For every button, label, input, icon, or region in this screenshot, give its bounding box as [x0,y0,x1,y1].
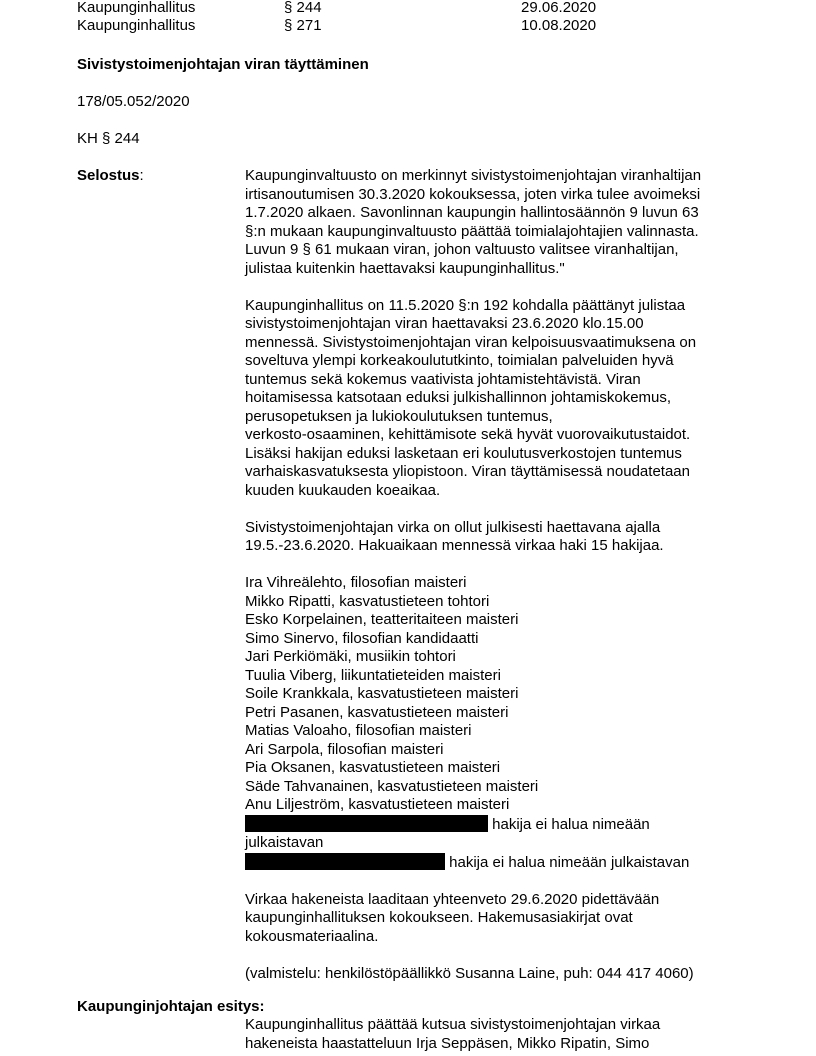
proposal-body [245,1016,745,1053]
applicant-entry: Matias Valoaho, filosofian maisteri [245,722,472,739]
text-line: verkosto-osaaminen, kehittämisote sekä hyvät vuorovaikutustaidot. [245,426,691,443]
applicant-entry: Pia Oksanen, kasvatustieteen maisteri [245,759,501,776]
selostus-label: Selostus [77,167,140,184]
text-line: kuuden kuukauden koeaikaa. [245,481,441,499]
header-date: 29.06.2020 [521,0,597,16]
preparer-note: (valmistelu: henkilöstöpäällikkö Susanna Laine, puh: 044 417 4060) [245,964,694,982]
text-line: perusopetuksen ja lukiokoulutuksen tuntemus, [245,407,553,425]
text-line: §:n mukaan kaupunginvaltuusto päättää toimialajohtajien valinnasta. [245,222,699,240]
applicant-entry: Jari Perkiömäki, musiikin tohtori [245,648,456,665]
text-line: 1.7.2020 alkaen. Savonlinnan kaupungin hallintosäännön 9 luvun 63 [245,204,699,221]
redacted-applicant-row [245,853,745,873]
header-date: 10.08.2020 [521,17,597,34]
redacted-note: hakija ei halua nimeään julkaistavan [445,853,690,871]
text-line: tuntemus sekä kokemus vaativista johtamistehtävistä. Viran [245,370,641,388]
text-line: 19.5.-23.6.2020. Hakuaikaan mennessä virkaa haki 15 hakijaa. [245,537,664,554]
text-line: irtisanoutumisen 30.3.2020 kokouksessa, joten virka tulee avoimeksi [245,185,701,203]
proposal-heading: Kaupunginjohtajan esitys: [77,998,265,1015]
applicant-entry: Ari Sarpola, filosofian maisteri [245,740,444,758]
header-body: Kaupunginhallitus [77,17,196,34]
text-line: soveltuva ylempi korkeakoulututkinto, toimialan palveluiden hyvä [245,352,674,369]
text-line: Luvun 9 § 61 mukaan viran, johon valtuusto valitsee viranhaltijan, [245,241,679,258]
text-line: sivistystoimenjohtajan viran haettavaksi 23.6.2020 klo.15.00 [245,315,644,332]
applicant-entry: Tuulia Viberg, liikuntatieteiden maisteri [245,666,501,684]
selostus-heading [77,167,144,186]
applicant-entry: Soile Krankkala, kasvatustieteen maisteri [245,685,519,702]
redaction-block [245,815,488,832]
paragraph-summary [245,891,745,947]
text-line: kokousmateriaalina. [245,927,379,945]
redacted-note-continuation: julkaistavan [245,834,324,851]
header-body: Kaupunginhallitus [77,0,196,16]
redaction-block [245,853,445,870]
text-line: Lisäksi hakijan eduksi lasketaan eri koulutusverkostojen tuntemus [245,444,682,462]
header-row [77,17,777,36]
redacted-applicant-row [245,815,745,835]
applicant-entry: Anu Liljeström, kasvatustieteen maisteri [245,796,510,813]
applicant-entry: Simo Sinervo, filosofian kandidaatti [245,629,479,647]
paragraph-background [245,167,745,278]
text-line: hakeneista haastatteluun Irja Seppäsen, Mikko Ripatin, Simo [245,1034,650,1052]
text-line: Kaupunginhallitus päättää kutsua sivistystoimenjohtajan virkaa [245,1016,661,1033]
selostus-body [245,167,745,1002]
text-line: Virkaa hakeneista laaditaan yhteenveto 29.6.2020 pidettävään [245,890,660,908]
redacted-note: hakija ei halua nimeään [488,815,650,833]
text-line: Kaupunginvaltuusto on merkinnyt sivistystoimenjohtajan viranhaltijan [245,167,702,184]
header-row [77,0,777,18]
paragraph-application [245,297,745,501]
document-title: Sivistystoimenjohtajan viran täyttäminen [77,56,369,73]
text-line: Kaupunginhallitus on 11.5.2020 §:n 192 kohdalla päättänyt julistaa [245,296,686,314]
text-line: julistaa kuitenkin haettavaksi kaupunginhallitus." [245,259,565,277]
applicant-entry: Ira Vihreälehto, filosofian maisteri [245,574,467,591]
applicant-entry: Säde Tahvanainen, kasvatustieteen maisteri [245,777,539,795]
text-line: kaupunginhallituksen kokoukseen. Hakemusasiakirjat ovat [245,909,633,926]
text-line: varhaiskasvatuksesta yliopistoon. Viran täyttämisessä noudatetaan [245,463,690,480]
header-section: § 244 [284,0,322,16]
text-line: Sivistystoimenjohtajan virka on ollut julkisesti haettavana ajalla [245,518,661,536]
header-section: § 271 [284,17,322,34]
record-number: 178/05.052/2020 [77,93,190,110]
applicant-list [245,574,745,815]
text-line: hoitamisessa katsotaan eduksi julkishallinnon johtamiskokemus, [245,389,672,406]
applicant-entry: Petri Pasanen, kasvatustieteen maisteri [245,703,509,721]
paragraph-application-period [245,519,745,556]
selostus-colon: : [139,167,144,184]
text-line: mennessä. Sivistystoimenjohtajan viran kelpoisuusvaatimuksena on [245,333,697,351]
applicant-entry: Mikko Ripatti, kasvatustieteen tohtori [245,592,490,610]
kh-reference: KH § 244 [77,130,140,147]
applicant-entry: Esko Korpelainen, teatteritaiteen maisteri [245,611,519,628]
